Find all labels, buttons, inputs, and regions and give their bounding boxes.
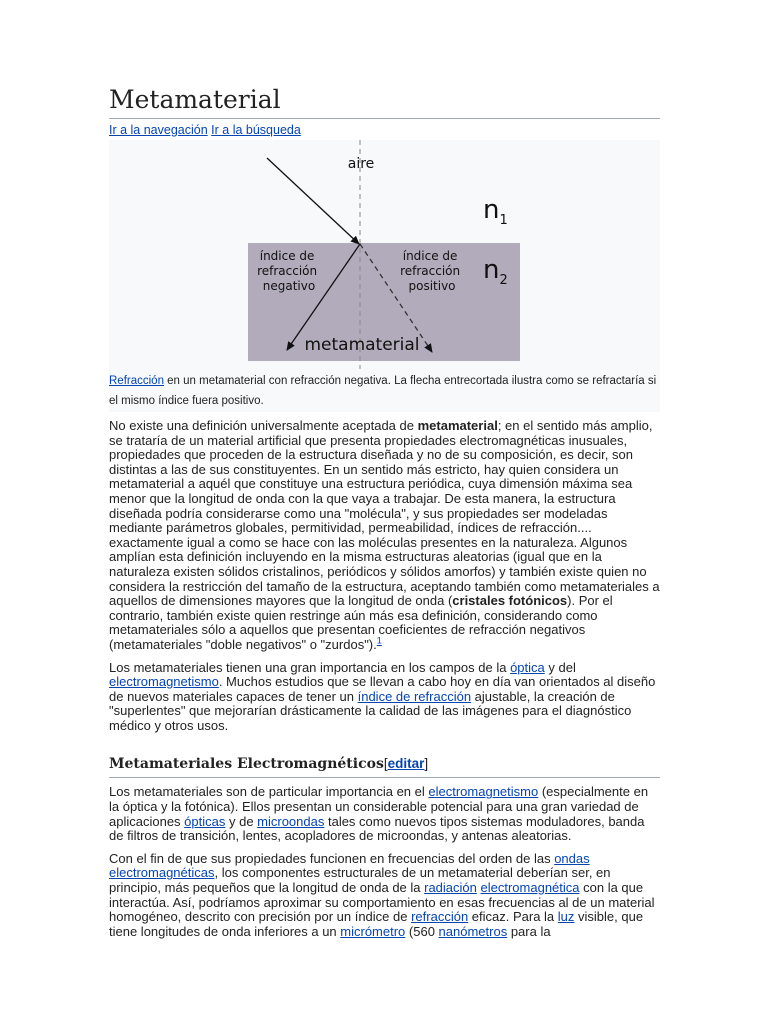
figure-caption: Refracción en un metamaterial con refracción negativa. La flecha entrecortada ilustra como se refractaría si el mismo índice fuera positivo.	[109, 375, 657, 407]
nanometros-link[interactable]: nanómetros	[438, 923, 508, 939]
jump-to-search-link[interactable]: Ir a la búsqueda	[211, 123, 301, 137]
luz-link[interactable]: luz	[557, 909, 575, 925]
electromagnetica-link[interactable]: electromagnética	[480, 880, 580, 896]
electromagnetismo-link[interactable]: electromagnetismo	[109, 674, 219, 690]
optica-link[interactable]: óptica	[510, 659, 545, 675]
paragraph-importance: Los metamateriales tienen una gran importancia en los campos de la óptica y del electromagnetismo. Muchos estudios que se llevan a cabo hoy en día van orientados al diseño de nuevos materiales capaces de tener un índice de refracción ajustable, la creación de "superlentes" que mejorarían drásticamente la calidad de las imágenes para el diagnóstico médico y otros usos.	[109, 659, 656, 733]
paragraph-definition: No existe una definición universalmente aceptada de metamaterial; en el sentido más amplio, se trataría de un material artificial que presenta propiedades electromagnéticas inusuales, propiedades que proceden de la estructura diseñada y no de su composición, es decir, son distintas a las de sus constituyentes. En un sentido más estricto, hay quien considera un metamaterial a aquél que constituye una estructura periódica, cuya dimensión máxima sea menor que la longitud de onda con la que vaya a trabajar. De esta manera, la estructura diseñada podría considerarse como una "molécula", y sus propiedades ser modeladas mediante parámetros globales, permitividad, permeabilidad, índices de refracción.... exactamente igual a como se hace con las moléculas presentes en la naturaleza. Algunos amplían esta definición incluyendo en la misma estructuras aleatorias (igual que en la naturaleza existen sólidos cristalinos, periódicos y sólidos amorfos) y también existe quien no considera la restricción del tamaño de la estructura, aceptando también como metamateriales a aquellos de dimensiones mayores que la longitud de onda (cristales fotónicos). Por el contrario, también existe quien restringe aún más esa definición, considerando como metamateriales sólo a aquellos que presentan coeficientes de refracción negativos (metamateriales "doble negativos" o "zurdos").$^1$	[109, 418, 660, 652]
edit-section-link[interactable]: editar	[387, 756, 425, 772]
radiacion-link[interactable]: radiación	[424, 880, 477, 896]
section-heading: Metamateriales Electromagnéticos[editar]	[109, 755, 660, 778]
paragraph-applications: Los metamateriales son de particular importancia en el electromagnetismo (especialmente en la óptica y la fotónica). Ellos presentan un considerable potencial para una gran variedad de aplicaciones ópticas y de microondas tales como nuevos tipos sistemas moduladores, banda de filtros de transición, lentes, acopladores de microondas, y antenas aleatorias.	[109, 784, 649, 844]
label-negative-index: índice de refracción negativo	[257, 249, 318, 293]
micrometro-link[interactable]: micrómetro	[340, 923, 406, 939]
microondas-link[interactable]: microondas	[257, 813, 325, 829]
label-n2: $n_2$	[483, 255, 508, 288]
electromagnetismo-link-2[interactable]: electromagnetismo	[428, 784, 539, 800]
page-title: Metamaterial	[109, 84, 660, 119]
ondas-electromagneticas-link[interactable]: ondas electromagnéticas	[109, 850, 590, 881]
refraction-diagram	[109, 140, 660, 369]
jump-links	[109, 122, 660, 138]
refraction-figure	[109, 140, 660, 412]
refraccion-link[interactable]: refracción	[411, 909, 469, 925]
reference-link[interactable]: 1	[376, 635, 382, 646]
label-positive-index: índice de refracción positivo	[400, 249, 461, 293]
opticas-link[interactable]: ópticas	[184, 813, 226, 829]
label-n1: $n_1$	[483, 195, 508, 228]
label-air: aire	[347, 156, 375, 172]
label-metamaterial: metamaterial	[304, 335, 420, 355]
jump-to-navigation-link[interactable]: Ir a la navegación	[109, 123, 208, 137]
caption-refraction-link[interactable]: Refracción	[109, 375, 164, 387]
indice-refraccion-link[interactable]: índice de refracción	[357, 688, 472, 704]
article	[109, 84, 660, 947]
paragraph-frequencies: Con el fin de que sus propiedades funcionen en frecuencias del orden de las ondas electromagnéticas, los componentes estructurales de un metamaterial deberían ser, en principio, más pequeños que la longitud de onda de la radiación electromagnética con la que interactúa. Así, podríamos aproximar su comportamiento en esas frecuencias al de un material homogéneo, descrito con precisión por un índice de refracción eficaz. Para la luz visible, que tiene longitudes de onda inferiores a un micrómetro (560 nanómetros para la	[109, 850, 655, 939]
